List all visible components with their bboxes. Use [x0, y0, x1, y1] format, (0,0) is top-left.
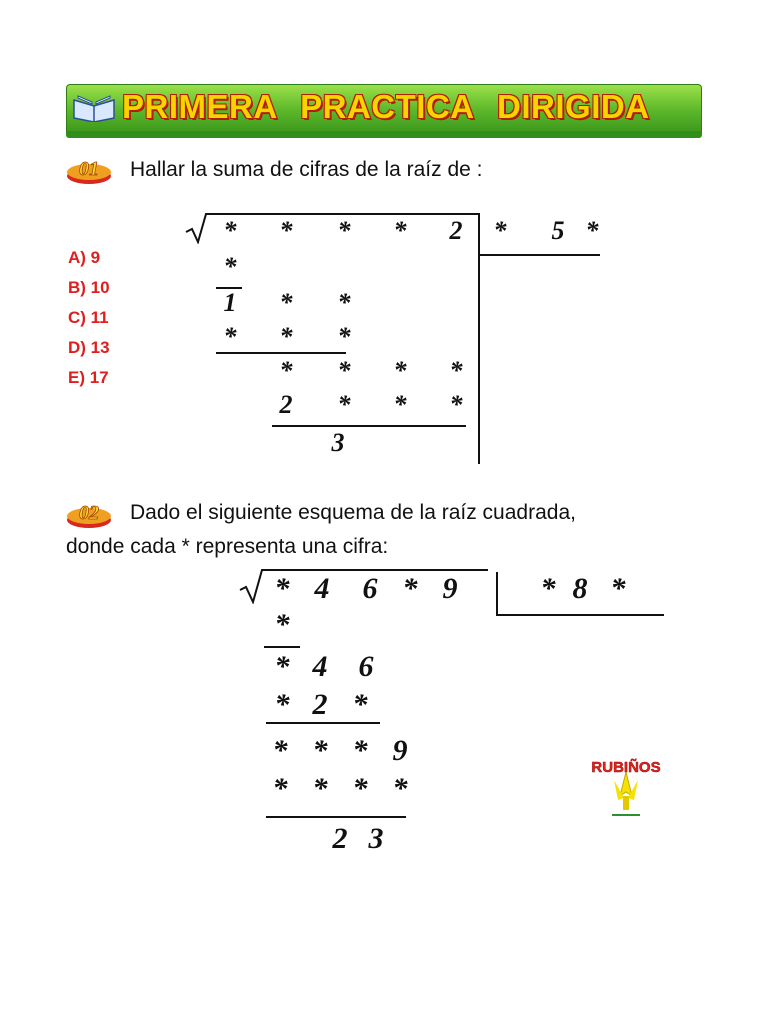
banner-underline [66, 131, 702, 138]
q1-step-line [216, 352, 346, 354]
q2-step-digit: 4 [312, 650, 328, 683]
q2-step-digit: * [274, 650, 290, 683]
q2-step-digit: * [392, 772, 408, 805]
q2-step-digit: * [352, 734, 368, 767]
option-b[interactable]: B) 10 [68, 278, 110, 297]
q1-step-digit: * [449, 390, 463, 419]
q1-step-digit: * [393, 390, 407, 419]
q2-radicand-digit: * [402, 572, 418, 605]
q1-step-digit: * [393, 356, 407, 385]
logo-text: RUBIÑOS [591, 759, 661, 776]
q2-radicand-digit: 9 [442, 572, 458, 605]
q1-step-digit: * [449, 356, 463, 385]
option-c[interactable]: C) 11 [68, 308, 109, 327]
q2-step-digit: * [274, 608, 290, 641]
q2-step-digit: 6 [358, 650, 374, 683]
question-number-02: 02 [79, 502, 99, 524]
q2-step-digit: * [352, 772, 368, 805]
q2-step-digit: 9 [392, 734, 408, 767]
question-2-text-line-2: donde cada * representa una cifra: [66, 535, 389, 558]
q2-root-digit: * [610, 572, 626, 605]
question-number-badge-01 [64, 152, 114, 186]
q1-step-digit: * [279, 322, 293, 351]
q1-step-digit: * [223, 252, 237, 281]
question-1-text: Hallar la suma de cifras de la raíz de : [130, 158, 483, 181]
q2-root-digit: 8 [572, 572, 588, 605]
question-2-text-line-1: Dado el siguiente esquema de la raíz cuadrada, [130, 501, 576, 524]
q1-root-digit: * [585, 216, 599, 245]
option-d[interactable]: D) 13 [68, 338, 110, 357]
q2-step-line [266, 816, 406, 818]
option-a[interactable]: A) 9 [68, 248, 101, 267]
q2-step-digit: * [312, 772, 328, 805]
q1-root-digit: * [493, 216, 507, 245]
q1-radicand-digit: * [337, 216, 351, 245]
answer-options [68, 246, 110, 396]
open-book-icon [72, 92, 116, 122]
q1-step-digit: 1 [223, 288, 237, 317]
q2-step-digit: * [272, 734, 288, 767]
q2-step-line [266, 722, 380, 724]
q1-remainder-digit: 3 [331, 428, 345, 457]
q2-remainder-digit: 3 [368, 822, 384, 855]
q2-radicand-digit: 6 [362, 572, 378, 605]
q1-step-digit: * [337, 390, 351, 419]
rubinos-logo [590, 752, 662, 824]
q2-step-line [264, 646, 300, 648]
q1-step-digit: * [337, 322, 351, 351]
q2-vertical-divider [496, 572, 498, 616]
q2-step-digit: * [272, 772, 288, 805]
q1-radicand-digit: * [279, 216, 293, 245]
q1-step-digit: * [279, 356, 293, 385]
q1-step-digit: * [279, 288, 293, 317]
option-e[interactable]: E) 17 [68, 368, 109, 387]
q1-root-digit: 5 [551, 216, 565, 245]
q1-step-digit: * [337, 288, 351, 317]
q2-radicand-digit: 4 [314, 572, 330, 605]
q2-step-digit: * [312, 734, 328, 767]
q1-radicand-digit: 2 [449, 216, 463, 245]
page-title: PRIMERA PRACTICA DIRIGIDA [122, 88, 650, 125]
question-number-01: 01 [79, 158, 99, 180]
q1-vertical-divider [478, 214, 480, 464]
q1-root-underline [478, 254, 600, 256]
q1-radicand-digit: * [393, 216, 407, 245]
q2-remainder-digit: 2 [332, 822, 348, 855]
q1-step-digit: 2 [279, 390, 293, 419]
q2-radicand-digit: * [274, 572, 290, 605]
q1-step-digit: * [337, 356, 351, 385]
question-number-badge-02 [64, 496, 114, 530]
q1-step-digit: * [223, 322, 237, 351]
q1-radicand-digit: * [223, 216, 237, 245]
q2-step-digit: 2 [312, 688, 328, 721]
q2-step-digit: * [352, 688, 368, 721]
q2-root-digit: * [540, 572, 556, 605]
q2-root-underline [496, 614, 664, 616]
q2-step-digit: * [274, 688, 290, 721]
q1-step-line [272, 425, 466, 427]
